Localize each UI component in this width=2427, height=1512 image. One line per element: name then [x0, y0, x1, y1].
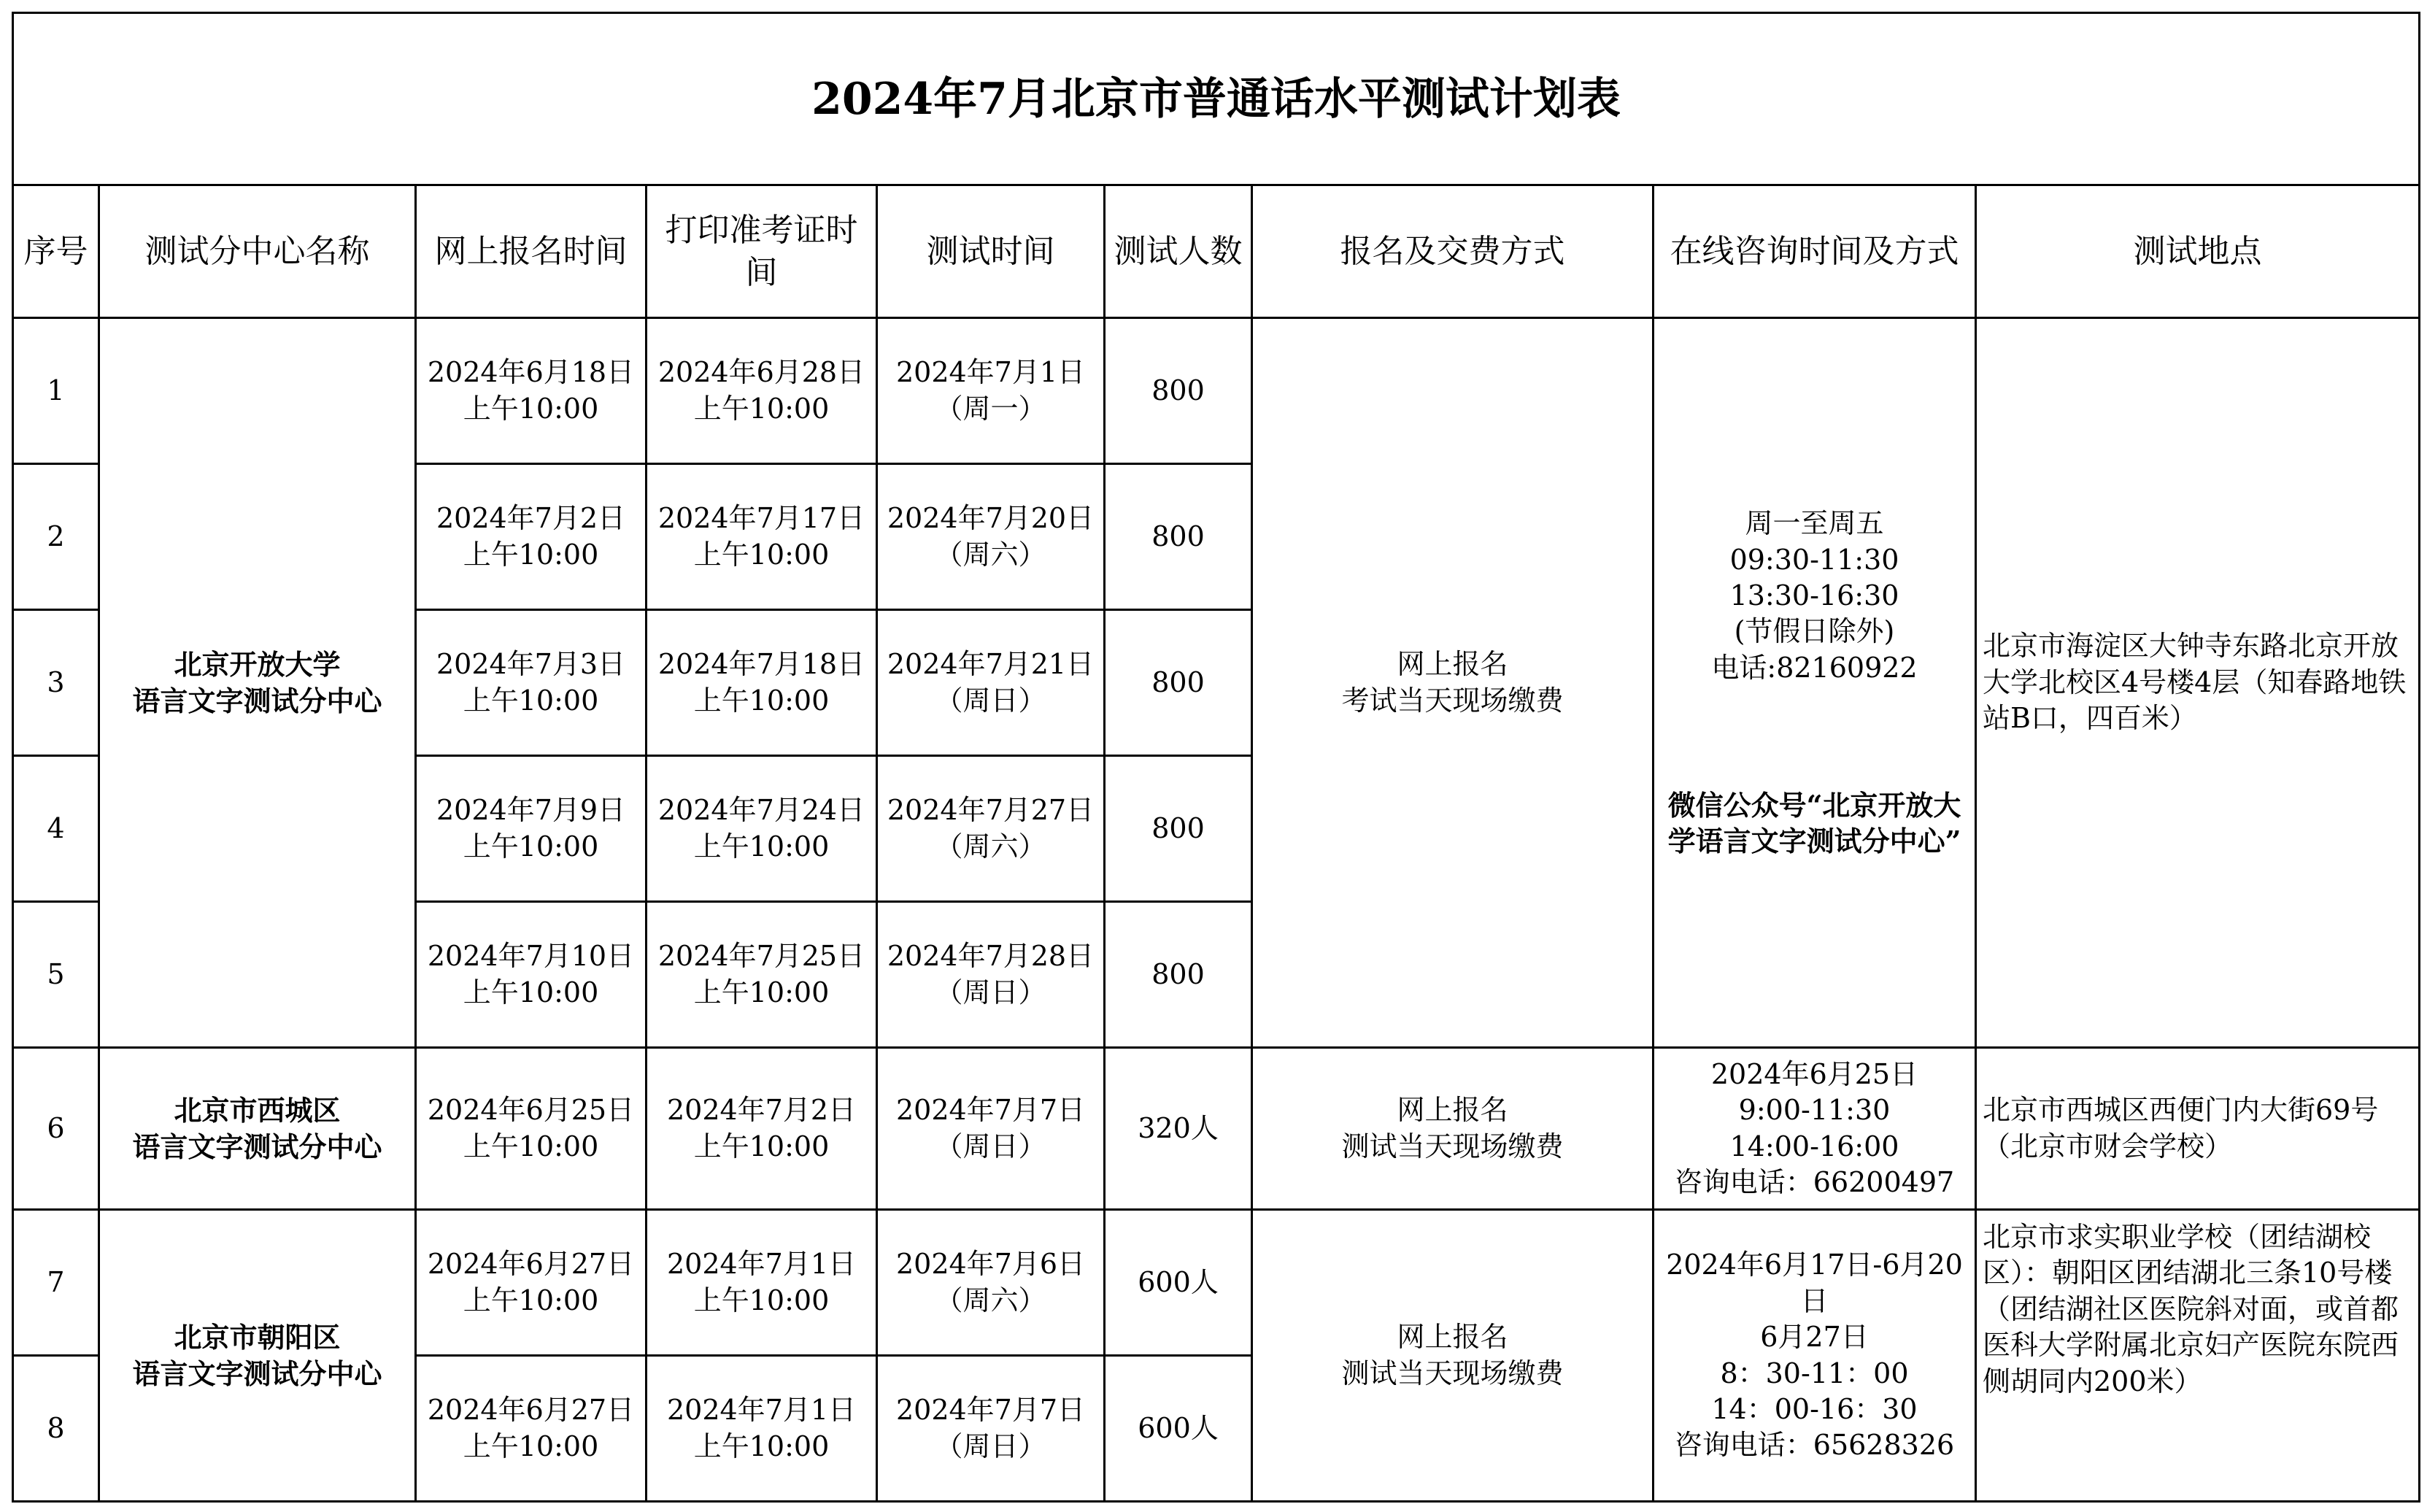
table-row	[13, 1210, 2420, 1356]
row-test-time: 2024年7月21日 （周日）	[877, 610, 1105, 756]
center-name-open-university: 北京开放大学 语言文字测试分中心	[99, 318, 416, 1048]
location-xicheng: 北京市西城区西便门内大街69号（北京市财会学校）	[1976, 1048, 2420, 1210]
consult-wechat: 微信公众号“北京开放大学语言文字测试分中心”	[1667, 788, 1961, 858]
consult-hours: 周一至周五 09:30-11:30 13:30-16:30 (节假日除外) 电话:82160922	[1711, 507, 1918, 684]
row-seq: 5	[13, 902, 99, 1048]
row-seq: 3	[13, 610, 99, 756]
row-count: 800	[1105, 756, 1252, 902]
row-count: 600人	[1105, 1356, 1252, 1502]
consult-chaoyang: 2024年6月17日-6月20日 6月27日 8：30-11：00 14：00-16：30 咨询电话：65628326	[1654, 1210, 1976, 1502]
center-name-xicheng: 北京市西城区 语言文字测试分中心	[99, 1048, 416, 1210]
row-reg-time: 2024年7月3日 上午10:00	[416, 610, 647, 756]
center-name-chaoyang: 北京市朝阳区 语言文字测试分中心	[99, 1210, 416, 1502]
consult-open-university	[1654, 318, 1976, 1048]
header-count: 测试人数	[1105, 185, 1252, 318]
header-seq: 序号	[13, 185, 99, 318]
pay-method-chaoyang: 网上报名 测试当天现场缴费	[1252, 1210, 1654, 1502]
header-center: 测试分中心名称	[99, 185, 416, 318]
row-print-time: 2024年7月18日 上午10:00	[647, 610, 877, 756]
row-print-time: 2024年7月2日 上午10:00	[647, 1048, 877, 1210]
row-print-time: 2024年7月1日 上午10:00	[647, 1356, 877, 1502]
header-print-time: 打印准考证时间	[647, 185, 877, 318]
row-print-time: 2024年7月25日 上午10:00	[647, 902, 877, 1048]
header-consult: 在线咨询时间及方式	[1654, 185, 1976, 318]
row-seq: 6	[13, 1048, 99, 1210]
row-test-time: 2024年7月28日 （周日）	[877, 902, 1105, 1048]
row-reg-time: 2024年6月27日 上午10:00	[416, 1210, 647, 1356]
header-row	[13, 185, 2420, 318]
header-location: 测试地点	[1976, 185, 2420, 318]
consult-xicheng: 2024年6月25日 9:00-11:30 14:00-16:00 咨询电话：66200497	[1654, 1048, 1976, 1210]
row-count: 800	[1105, 318, 1252, 464]
row-seq: 1	[13, 318, 99, 464]
row-test-time: 2024年7月1日 （周一）	[877, 318, 1105, 464]
row-test-time: 2024年7月6日 （周六）	[877, 1210, 1105, 1356]
row-reg-time: 2024年6月27日 上午10:00	[416, 1356, 647, 1502]
location-chaoyang: 北京市求实职业学校（团结湖校区）：朝阳区团结湖北三条10号楼（团结湖社区医院斜对面，或首都医科大学附属北京妇产医院东院西侧胡同内200米）	[1976, 1210, 2420, 1502]
row-count: 600人	[1105, 1210, 1252, 1356]
row-print-time: 2024年6月28日 上午10:00	[647, 318, 877, 464]
row-count: 800	[1105, 610, 1252, 756]
header-pay: 报名及交费方式	[1252, 185, 1654, 318]
row-reg-time: 2024年7月2日 上午10:00	[416, 464, 647, 610]
row-print-time: 2024年7月24日 上午10:00	[647, 756, 877, 902]
row-seq: 7	[13, 1210, 99, 1356]
table-row	[13, 1048, 2420, 1210]
row-count: 800	[1105, 464, 1252, 610]
location-open-university: 北京市海淀区大钟寺东路北京开放大学北校区4号楼4层（知春路地铁站B口，四百米）	[1976, 318, 2420, 1048]
row-seq: 4	[13, 756, 99, 902]
row-test-time: 2024年7月7日 （周日）	[877, 1048, 1105, 1210]
pay-method-open-university: 网上报名 考试当天现场缴费	[1252, 318, 1654, 1048]
row-print-time: 2024年7月1日 上午10:00	[647, 1210, 877, 1356]
row-test-time: 2024年7月27日 （周六）	[877, 756, 1105, 902]
row-seq: 2	[13, 464, 99, 610]
page-title: 2024年7月北京市普通话水平测试计划表	[13, 13, 2420, 185]
row-reg-time: 2024年7月9日 上午10:00	[416, 756, 647, 902]
row-test-time: 2024年7月7日 （周日）	[877, 1356, 1105, 1502]
row-count: 800	[1105, 902, 1252, 1048]
row-print-time: 2024年7月17日 上午10:00	[647, 464, 877, 610]
row-reg-time: 2024年6月18日 上午10:00	[416, 318, 647, 464]
header-test-time: 测试时间	[877, 185, 1105, 318]
header-reg-time: 网上报名时间	[416, 185, 647, 318]
row-reg-time: 2024年6月25日 上午10:00	[416, 1048, 647, 1210]
row-count: 320人	[1105, 1048, 1252, 1210]
test-plan-table	[12, 12, 2420, 1503]
row-reg-time: 2024年7月10日 上午10:00	[416, 902, 647, 1048]
row-test-time: 2024年7月20日 （周六）	[877, 464, 1105, 610]
row-seq: 8	[13, 1356, 99, 1502]
pay-method-xicheng: 网上报名 测试当天现场缴费	[1252, 1048, 1654, 1210]
table-row	[13, 318, 2420, 464]
